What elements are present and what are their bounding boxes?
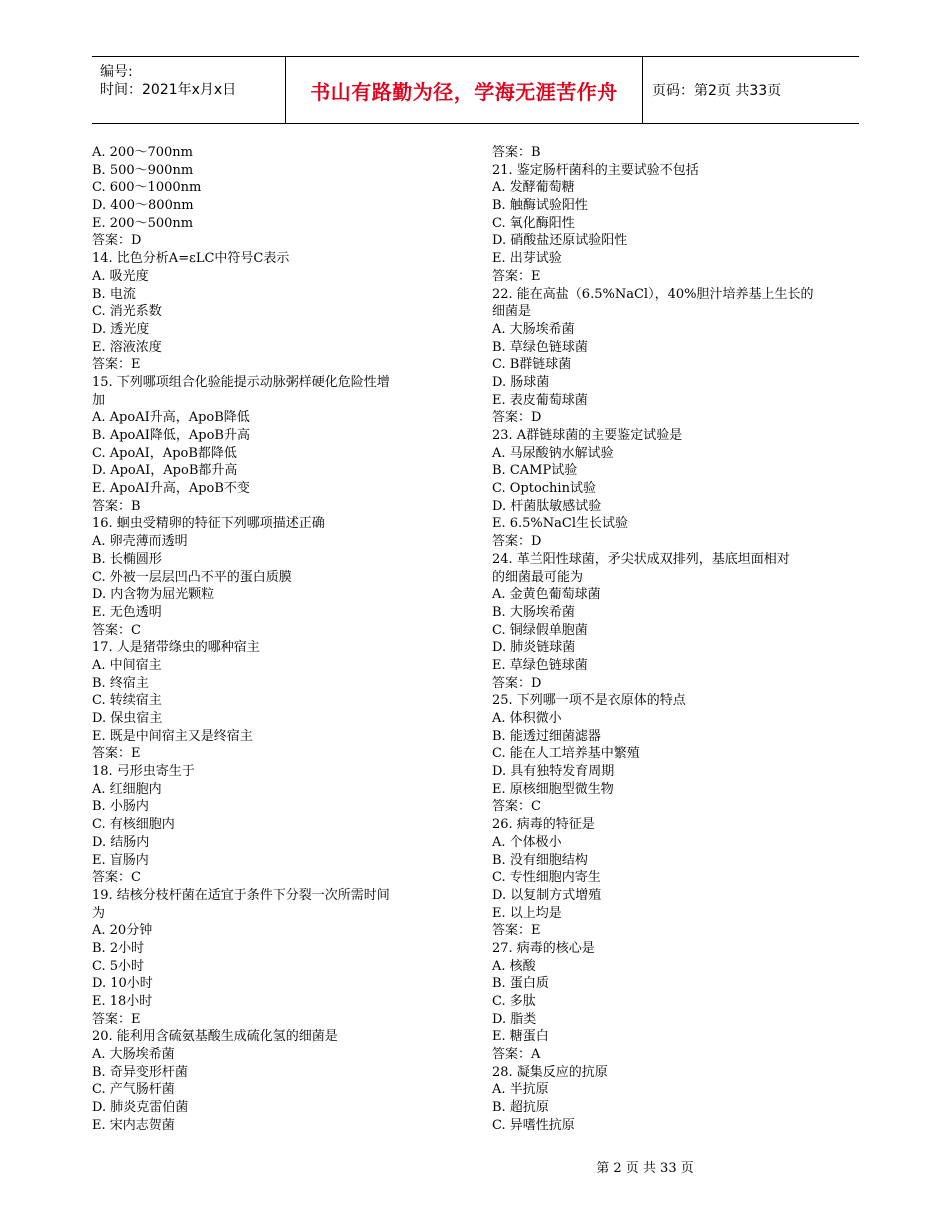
text-line: D. 肠球菌 [492,374,550,390]
text-line: E. 既是中间宿主又是终宿主 [92,728,253,744]
text-line: 18. 弓形虫寄生于 [92,764,195,780]
text-line: 答案：B [92,498,141,514]
text-line: 22. 能在高盐（6.5%NaCl），40%胆汁培养基上生长的 [492,286,814,302]
text-line: C. 转续宿主 [92,693,162,709]
text-line: B. CAMP试验 [492,463,578,479]
text-line: C. 5小时 [92,958,145,974]
text-line: E. 18小时 [92,994,153,1009]
text-line: A. 马尿酸钠水解试验 [492,445,614,461]
text-line: 答案：B [492,145,541,160]
text-line: 15. 下列哪项组合化验能提示动脉粥样硬化危险性增 [92,374,390,390]
text-line: D. 肺炎克雷伯菌 [92,1100,189,1116]
text-line: E. 出芽试验 [492,251,562,267]
text-line: C. Optochin试验 [492,481,596,497]
text-line: A. 半抗原 [492,1082,549,1098]
text-line: E. 表皮葡萄球菌 [492,392,588,408]
text-line: C. 外被一层层凹凸不平的蛋白质膜 [92,569,292,585]
text-line: 23. A群链球菌的主要鉴定试验是 [492,428,683,443]
time-label: 时间：2021年x月x日 [100,82,237,98]
text-line: A. 红细胞内 [92,781,162,797]
text-line: 答案：D [92,233,142,249]
left-column [92,144,462,1135]
text-line: E. ApoAI升高，ApoB不变 [92,481,250,497]
text-line: 答案：E [492,923,541,939]
text-line: C. 氧化酶阳性 [492,215,575,231]
text-line: 答案：E [92,357,141,373]
text-line: 20. 能利用含硫氨基酸生成硫化氢的细菌是 [92,1029,338,1045]
text-line: B. 奇异变形杆菌 [92,1064,188,1080]
number-label: 编号: [100,64,133,80]
text-line: C. 消光系数 [92,304,162,320]
text-line: 细菌是 [492,304,532,320]
text-line: C. 有核细胞内 [92,817,175,833]
text-line: C. 铜绿假单胞菌 [492,622,588,638]
text-line: 加 [92,392,106,408]
text-line: E. 溶液浓度 [92,339,162,355]
text-line: D. 杆菌肽敏感试验 [492,498,602,514]
text-line: D. 硝酸盐还原试验阳性 [492,233,628,249]
text-line: 28. 凝集反应的抗原 [492,1064,608,1080]
text-line: E. 糖蛋白 [492,1029,549,1045]
text-line: B. 小肠内 [92,799,149,815]
text-line: B. ApoAI降低，ApoB升高 [92,428,250,443]
text-line: A. 卵壳薄而透明 [92,534,188,550]
text-line: B. 终宿主 [92,675,149,691]
text-line: 26. 病毒的特征是 [492,817,595,833]
text-line: 17. 人是猪带绦虫的哪种宿主 [92,640,260,656]
text-line: B. 没有细胞结构 [492,852,588,868]
text-line: A. 核酸 [492,958,536,974]
text-line: A. 体积微小 [492,711,562,726]
text-line: A. 吸光度 [92,268,149,284]
header-motto: 书山有路勤为径，学海无涯苦作舟 [286,57,643,123]
text-line: 14. 比色分析A=εLC中符号C表示 [92,251,290,267]
text-line: 答案：E [92,1011,141,1027]
text-line: B. 超抗原 [492,1100,549,1116]
text-line: 答案：C [492,799,541,815]
text-line: 答案：D [492,675,542,691]
text-line: 21. 鉴定肠杆菌科的主要试验不包括 [492,162,699,178]
text-line: D. 400～800nm [92,198,194,214]
text-line: D. 以复制方式增殖 [492,887,602,903]
text-line: D. 内含物为屈光颗粒 [92,587,215,603]
header-meta-cell [92,57,286,123]
page-header [92,56,859,124]
text-line: A. 200～700nm [92,145,193,160]
text-line: C. 多肽 [492,994,536,1009]
text-line: E. 原核细胞型微生物 [492,781,614,797]
right-column [492,144,867,1135]
text-line: B. 长椭圆形 [92,551,162,567]
text-line: 24. 革兰阳性球菌，矛尖状成双排列，基底坦面相对 [492,551,790,567]
text-line: 16. 蛔虫受精卵的特征下列哪项描述正确 [92,516,325,532]
text-line: 的细菌最可能为 [492,569,584,585]
text-line: C. 600～1000nm [92,180,202,196]
text-line: C. 异嗜性抗原 [492,1117,575,1133]
text-line: E. 盲肠内 [92,852,149,868]
text-line: C. 产气肠杆菌 [92,1082,175,1098]
text-line: 为 [92,905,106,921]
text-line: E. 以上均是 [492,905,562,921]
text-line: D. 10小时 [92,976,153,992]
text-line: 19. 结核分枝杆菌在适宜于条件下分裂一次所需时间 [92,887,390,903]
text-line: E. 200～500nm [92,215,194,231]
text-line: E. 草绿色链球菌 [492,657,588,673]
text-line: A. 个体极小 [492,834,562,850]
text-line: B. 2小时 [92,940,145,956]
text-line: 答案：D [492,410,542,426]
text-line: B. 大肠埃希菌 [492,604,575,620]
text-line: D. 结肠内 [92,834,150,850]
text-line: B. 500～900nm [92,162,194,178]
page-footer: 第 2 页 共 33 页 [596,1161,694,1176]
text-line: D. ApoAI，ApoB都升高 [92,463,238,479]
text-line: D. 保虫宿主 [92,711,163,726]
text-line: D. 透光度 [92,321,150,337]
text-line: 答案：E [92,746,141,762]
text-line: C. B群链球菌 [492,357,572,373]
text-line: A. 金黄色葡萄球菌 [492,587,601,603]
text-line: B. 触酶试验阳性 [492,198,588,214]
text-line: A. 发酵葡萄糖 [492,180,575,196]
text-line: 答案：E [492,268,541,284]
text-line: A. 大肠埃希菌 [92,1047,175,1063]
text-line: C. 能在人工培养基中繁殖 [492,746,640,762]
text-line: B. 蛋白质 [492,976,549,992]
text-line: A. 中间宿主 [92,657,162,673]
text-line: 答案：A [492,1047,541,1063]
text-line: A. 大肠埃希菌 [492,321,575,337]
text-line: D. 具有独特发育周期 [492,764,615,780]
text-line: C. ApoAI，ApoB都降低 [92,445,237,461]
text-line: A. 20分钟 [92,923,153,939]
text-line: 答案：D [492,534,542,550]
text-line: C. 专性细胞内寄生 [492,870,601,886]
text-line: D. 肺炎链球菌 [492,640,576,656]
text-line: E. 无色透明 [92,604,162,620]
text-line: D. 脂类 [492,1011,537,1027]
text-line: B. 草绿色链球菌 [492,339,588,355]
text-line: A. ApoAI升高，ApoB降低 [92,410,250,426]
text-line: 27. 病毒的核心是 [492,940,595,956]
text-line: B. 能透过细菌滤器 [492,728,601,744]
text-line: 答案：C [92,870,141,886]
text-line: 答案：C [92,622,141,638]
text-line: B. 电流 [92,286,136,302]
text-line: E. 6.5%NaCl生长试验 [492,516,629,532]
text-line: 25. 下列哪一项不是衣原体的特点 [492,693,686,709]
text-line: E. 宋内志贺菌 [92,1117,175,1133]
header-page-label: 页码：第2页 共33页 [652,83,782,99]
